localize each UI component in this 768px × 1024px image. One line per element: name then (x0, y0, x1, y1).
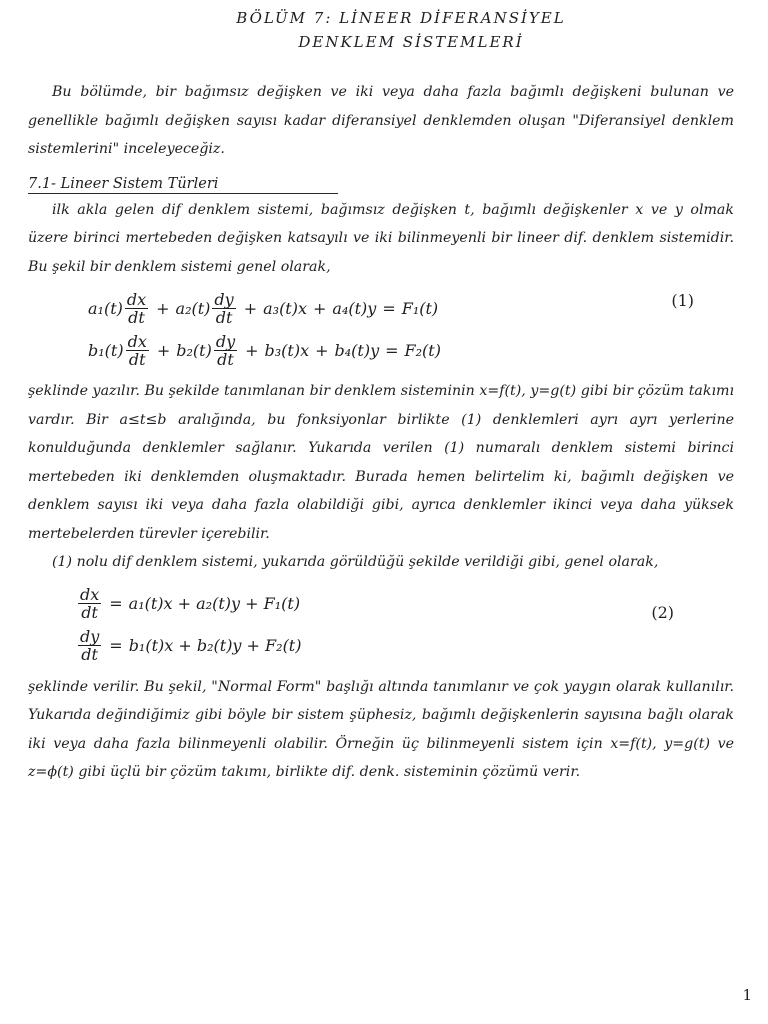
term-a3x: a₃(t)x (263, 298, 307, 318)
page-number: 1 (742, 986, 752, 1004)
intro-paragraph: Bu bölümde, bir bağımsız değişken ve iki veya daha fazla bağımlı değişkeni bulunan ve genellikle bağımlı değişken sayısı kadar diferansiyel denklemden oluşan "Diferansiyel denklem sistemlerini" inceleyeceğiz. (28, 84, 734, 157)
term-b4y: b₄(t)y (334, 340, 380, 360)
derivative-dx-dt: $\frac{dx}{dt}$ (80, 585, 100, 622)
equation-system-1 (28, 287, 734, 371)
paragraph-3: (1) nolu dif denklem sistemi, yukarıda görüldüğü şekilde verildiği gibi, genel olarak, (52, 554, 659, 570)
coef-b1: b₁(t) (88, 340, 124, 360)
derivative-dx-dt: $\frac{dx}{dt}$ (126, 289, 147, 327)
derivative-dy-dt: $\frac{dy}{dt}$ (214, 289, 234, 327)
paragraph-1: ilk akla gelen dif denklem sistemi, bağımsız değişken t, bağımlı değişkenler x ve y olmak üzere birinci mertebeden değişken katsayılı ve iki bilinmeyenli bir lineer dif. denklem sistemidir. Bu şekil bir denklem sistemi genel olarak, (28, 201, 734, 275)
chapter-title-line2: DENKLEM SİSTEMLERİ (298, 33, 524, 51)
equation-2-row-1: $\frac{dx}{dt}$ = a₁(t)x + a₂(t)y + F₁(t) (80, 585, 301, 622)
term-b3x: b₃(t)x (264, 340, 310, 360)
paragraph-4: şeklinde verilir. Bu şekil, "Normal Form" başlığı altında tanımlanır ve çok yaygın olarak kullanılır. Yukarıda değindiğimiz gibi böyle bir sistem şüphesiz, bağımlı değişkenlerin sayısına bağlı olarak iki veya daha fazla bilinmeyenli olabilir. Örneğin üç bilinmeyenli sistem için x=f(t), y=g(t) ve z=ϕ(t) gibi üçlü bir çözüm takımı, birlikte dif. denk. sisteminin çözümü verir. (28, 678, 734, 780)
derivative-dx-dt: $\frac{dx}{dt}$ (127, 331, 147, 369)
paragraph-2: şeklinde yazılır. Bu şekilde tanımlanan bir denklem sisteminin x=f(t), y=g(t) gibi bir çözüm takımı vardır. Bir a≤t≤b aralığında, bu fonksiyonlar birlikte (1) denklemleri ayrı ayrı yerlerine konulduğunda denklemler sağlanır. Yukarıda verilen (1) numaralı denklem sistemi birinci mertebeden iki denklemden oluşmaktadır. Burada hemen belirtelim ki, bağımlı değişken ve denklem sayısı iki veya daha fazla olabildiği gibi, ayrıca denklemler ikinci veya daha yüksek mertebelerden türevler içerebilir. (28, 383, 734, 542)
equation-2-row-1-rhs: a₁(t)x + a₂(t)y + F₁(t) (128, 594, 301, 613)
equation-number-2: (2) (651, 602, 674, 622)
derivative-dy-dt: $\frac{dy}{dt}$ (80, 627, 100, 664)
equation-2-row-2: $\frac{dy}{dt}$ = b₁(t)x + b₂(t)y + F₂(t) (80, 627, 302, 664)
derivative-dy-dt: $\frac{dy}{dt}$ (215, 331, 236, 369)
coef-a1: a₁(t) (88, 298, 123, 318)
section-heading: 7.1- Lineer Sistem Türleri (28, 176, 338, 194)
equation-system-2 (28, 583, 734, 667)
term-a4y: a₄(t)y (332, 298, 377, 318)
equation-1-row-1: a₁(t) $\frac{dx}{dt}$ + a₂(t) $\frac{dy}{dt}$ + a₃(t)x + a₄(t)y = F₁(t) (88, 289, 439, 327)
chapter-title-line1: BÖLÜM 7: LİNEER DİFERANSİYEL (236, 9, 566, 27)
equation-2-row-2-rhs: b₁(t)x + b₂(t)y + F₂(t) (128, 636, 302, 655)
coef-b2: b₂(t) (176, 340, 212, 360)
equation-number-1: (1) (671, 291, 694, 310)
equation-1-row-2: b₁(t) $\frac{dx}{dt}$ + b₂(t) $\frac{dy}{dt}$ + b₃(t)x + b₄(t)y = F₂(t) (88, 331, 441, 369)
coef-a2: a₂(t) (175, 298, 211, 318)
chapter-title (68, 6, 734, 54)
rhs-F1: F₁(t) (401, 298, 439, 318)
rhs-F2: F₂(t) (404, 340, 441, 360)
